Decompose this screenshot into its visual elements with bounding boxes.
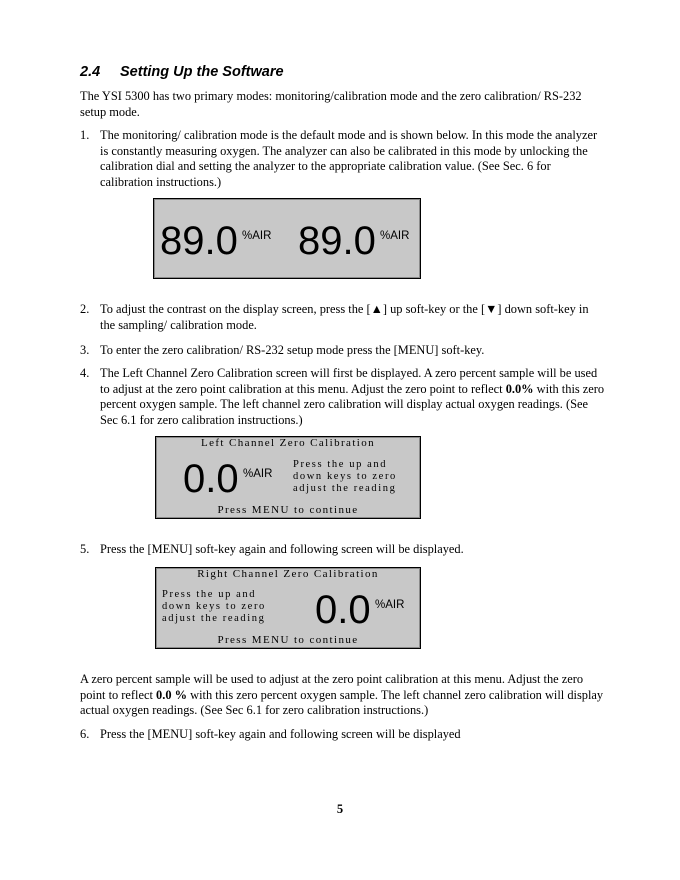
list-number: 5. (80, 542, 90, 556)
list-text (100, 366, 605, 428)
section-heading (80, 64, 284, 80)
list-text: The monitoring/ calibration mode is the default mode and is shown below. In this mode the analyzer is constantly measuring oxygen. The analyzer can also be calibrated in this mode by unlocking the calibration dial and setting the analyzer to the appropriate calibration value. (See Sec. 6 for calibration instructions.) (100, 128, 598, 189)
closing-text-part: with this zero percent oxygen sample. The left channel zero calibration will display actual oxygen readings. (See Sec 6.1 for zero calibration instructions.) (80, 687, 604, 718)
page-number: 5 (336, 802, 344, 816)
list-item-3 (80, 343, 605, 359)
zero-reading: 0.0 (315, 588, 371, 632)
list-number: 4. (80, 366, 90, 380)
instruction-line: adjust the reading (293, 483, 397, 494)
list-number: 3. (80, 343, 90, 357)
instruction-text (162, 589, 266, 625)
right-zero-calibration-screen (155, 567, 421, 649)
instruction-text (293, 459, 397, 495)
section-title: Setting Up the Software (120, 64, 284, 80)
list-number: 2. (80, 302, 90, 316)
right-reading: 89.0 (298, 219, 376, 263)
screen-footer: Press MENU to continue (217, 634, 359, 646)
bold-value: 0.0 % (156, 687, 188, 702)
instruction-line: Press the up and (293, 459, 388, 470)
instruction-line: adjust the reading (162, 613, 266, 624)
left-reading: 89.0 (160, 219, 238, 263)
list-text-part: with this zero percent oxygen sample. The left channel zero calibration will display actual oxygen readings. (See Sec 6.1 for zero calibration instructions.) (100, 381, 605, 427)
list-text-part: The Left Channel Zero Calibration screen will first be displayed. A zero percent sample will be used to adjust at the zero point calibration at this menu. Adjust the zero point to reflect (100, 366, 598, 396)
intro-paragraph: The YSI 5300 has two primary modes: monitoring/calibration mode and the zero calibration/ RS-232 setup mode. (80, 89, 582, 119)
closing-paragraph (80, 672, 605, 719)
list-number: 1. (80, 128, 90, 142)
list-text: To adjust the contrast on the display screen, press the [▲] up soft-key or the [▼] down soft-key in the sampling/ calibration mode. (100, 302, 589, 332)
list-item-2 (80, 302, 605, 333)
bold-value: 0.0% (505, 381, 534, 396)
list-text: Press the [MENU] soft-key again and following screen will be displayed. (100, 542, 464, 556)
right-unit: %AIR (380, 230, 410, 242)
screen-footer: Press MENU to continue (217, 504, 359, 516)
closing-text-part: A zero percent sample will be used to adjust at the zero point calibration at this menu. Adjust the zero point to reflect (80, 672, 584, 702)
list-text: To enter the zero calibration/ RS-232 setup mode press the [MENU] soft-key. (100, 343, 485, 357)
screen-title: Left Channel Zero Calibration (200, 437, 376, 449)
list-text: Press the [MENU] soft-key again and following screen will be displayed (100, 727, 461, 741)
zero-unit: %AIR (243, 468, 273, 480)
list-number: 6. (80, 727, 90, 741)
instruction-line: down keys to zero (293, 471, 397, 482)
list-item-4 (80, 366, 605, 428)
instruction-line: down keys to zero (162, 601, 266, 612)
list-item-1 (80, 128, 605, 190)
left-zero-calibration-screen (155, 436, 421, 519)
list-item-6 (80, 727, 605, 743)
left-unit: %AIR (242, 230, 272, 242)
main-display-screen (153, 198, 421, 279)
screen-title: Right Channel Zero Calibration (197, 568, 379, 580)
zero-reading: 0.0 (183, 457, 239, 501)
section-number: 2.4 (80, 64, 101, 80)
list-item-5 (80, 542, 605, 558)
instruction-line: Press the up and (162, 589, 257, 600)
zero-unit: %AIR (375, 599, 405, 611)
